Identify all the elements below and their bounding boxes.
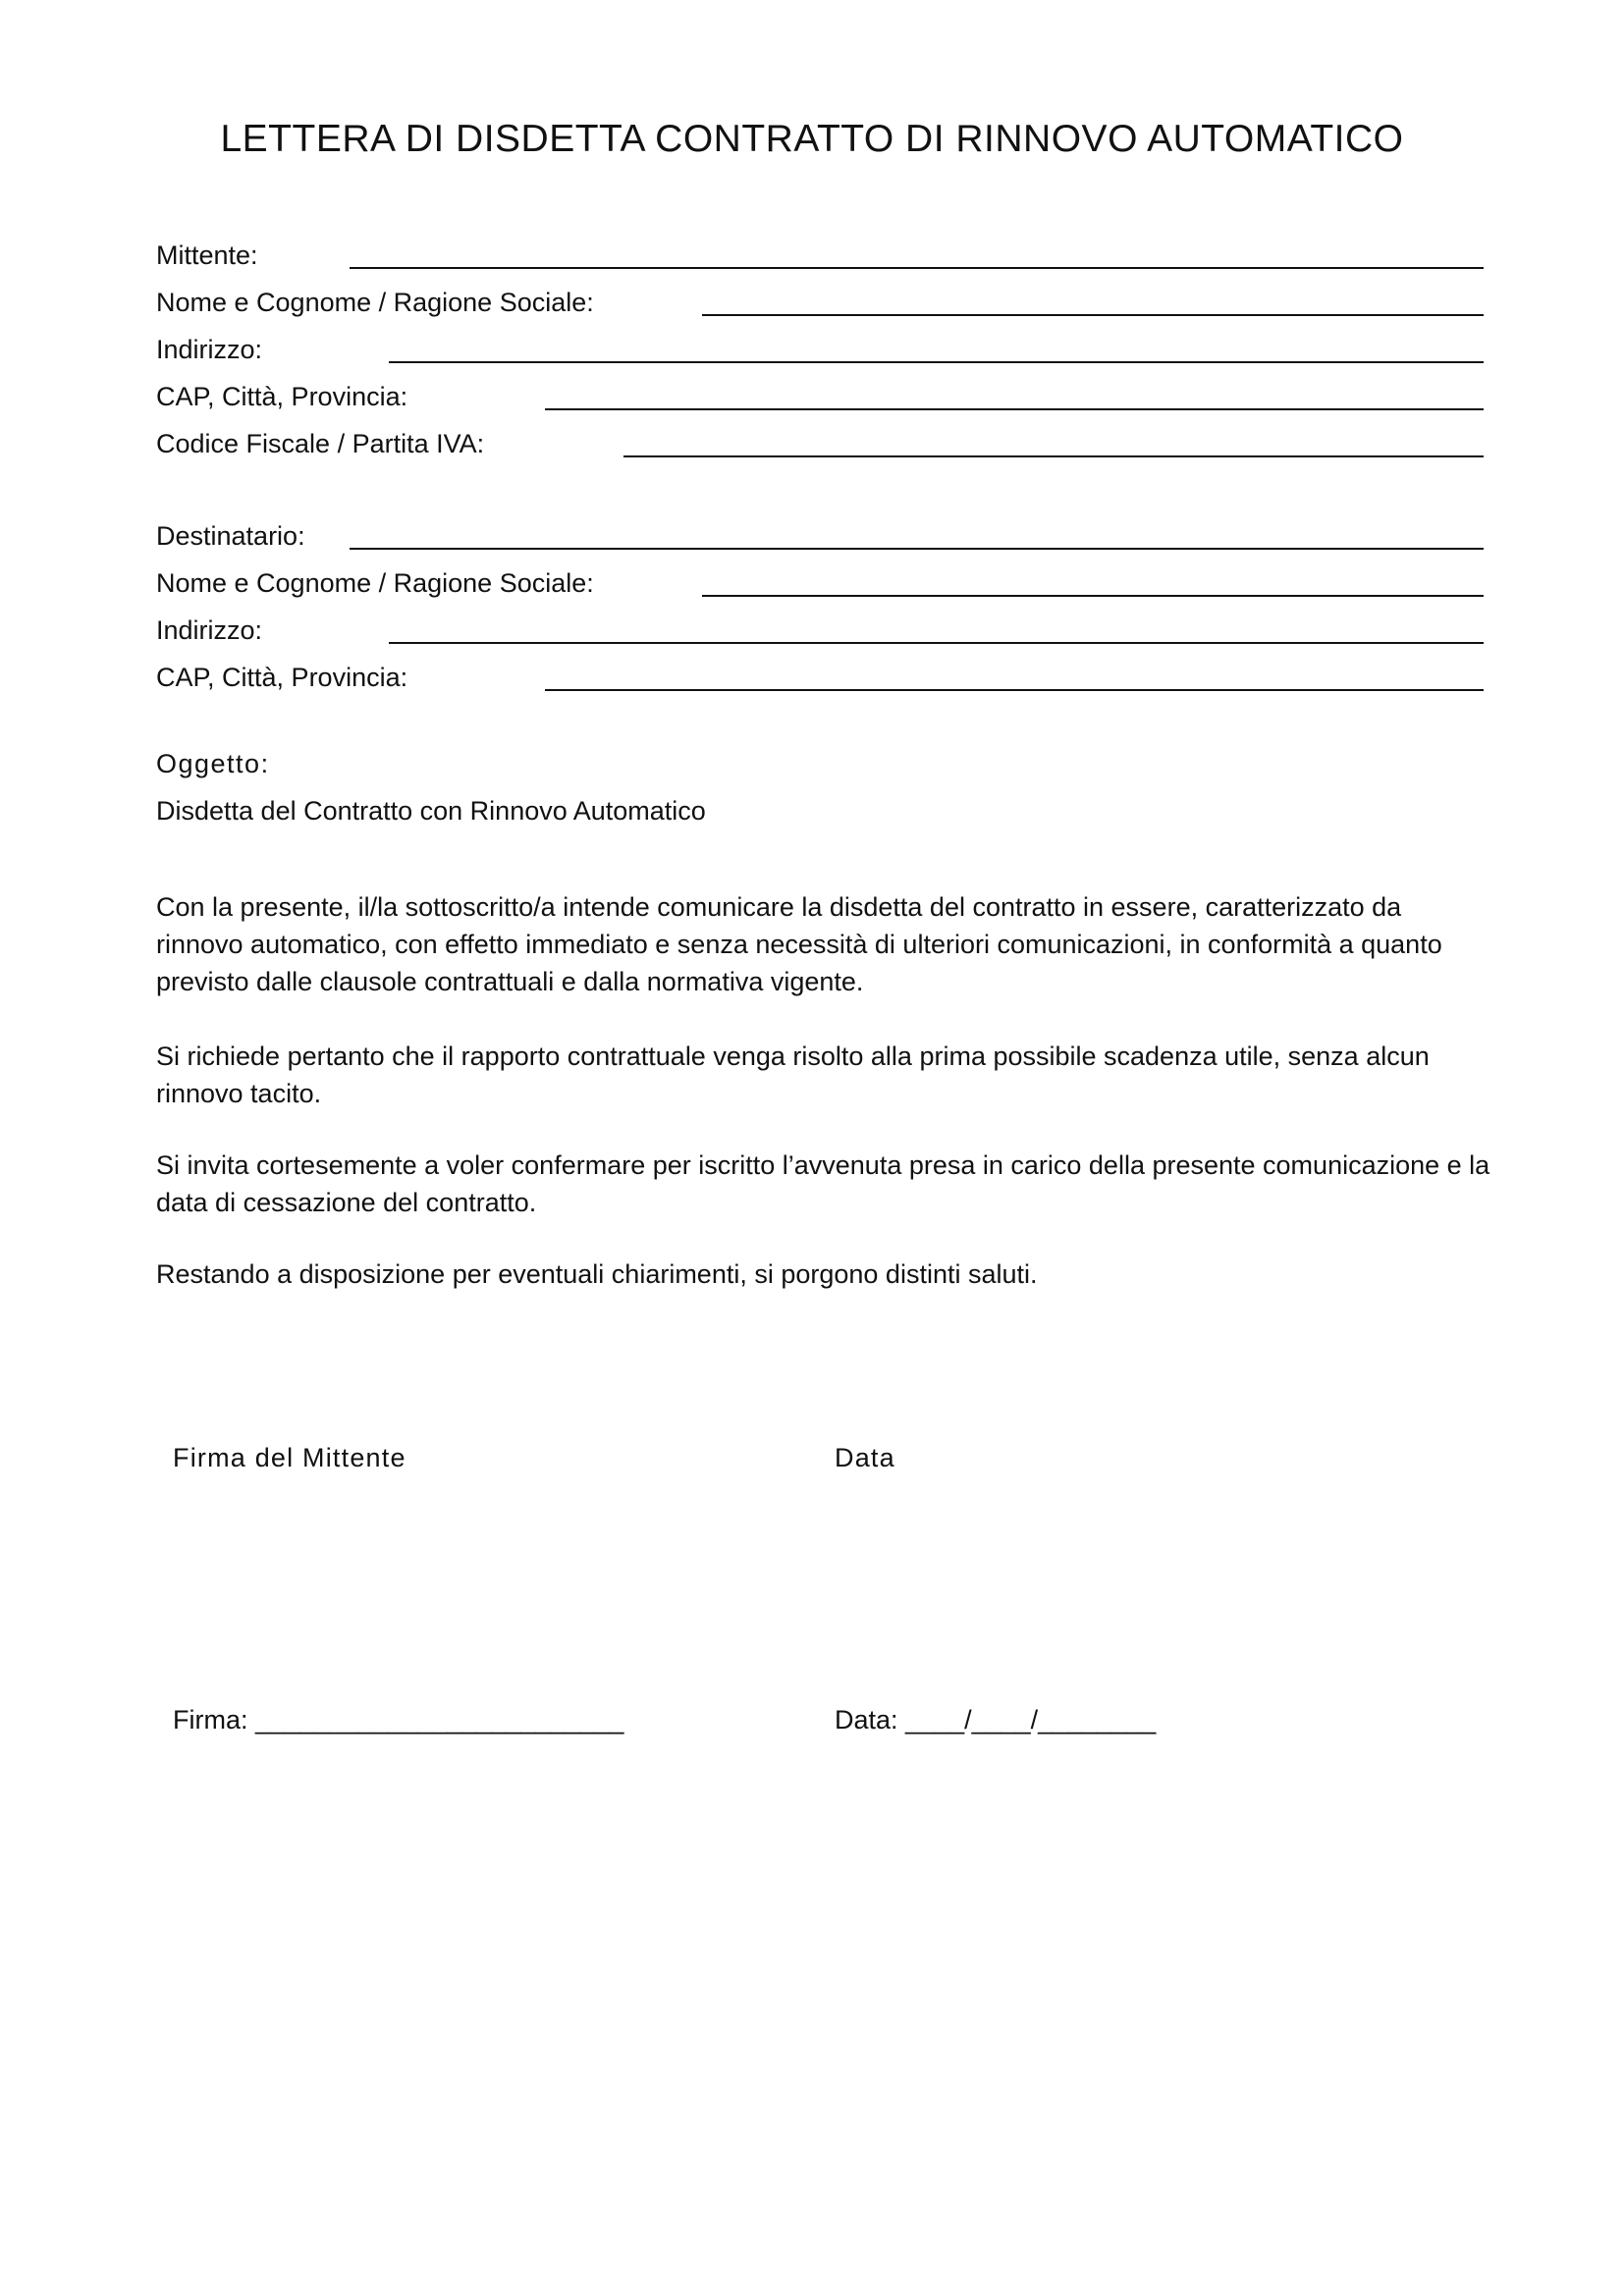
sender-city-field[interactable] bbox=[156, 377, 1484, 424]
body-paragraph-2: Si richiede pertanto che il rapporto contrattuale venga risolto alla prima possibile scadenza utile, senza alcun rinnovo tacito. bbox=[156, 1041, 1430, 1108]
sender-city-label: CAP, Città, Provincia: bbox=[156, 382, 408, 411]
recipient-name-field[interactable] bbox=[156, 563, 1484, 611]
recipient-city-fill-line[interactable] bbox=[545, 689, 1484, 691]
subject-label: Oggetto: bbox=[156, 749, 270, 778]
recipient-name-label: Nome e Cognome / Ragione Sociale: bbox=[156, 568, 594, 598]
sender-address-label: Indirizzo: bbox=[156, 335, 263, 364]
recipient-city-label: CAP, Città, Provincia: bbox=[156, 663, 408, 692]
recipient-field[interactable] bbox=[156, 516, 1484, 563]
sender-city-fill-line[interactable] bbox=[545, 408, 1484, 410]
recipient-address-fill-line[interactable] bbox=[389, 642, 1484, 644]
sender-name-label: Nome e Cognome / Ragione Sociale: bbox=[156, 288, 594, 317]
recipient-address-field[interactable] bbox=[156, 611, 1484, 658]
signature-heading: Firma del Mittente bbox=[173, 1443, 406, 1472]
sender-address-field[interactable] bbox=[156, 330, 1484, 377]
sender-field[interactable] bbox=[156, 236, 1484, 283]
signature-line[interactable]: Firma: _________________________ bbox=[173, 1705, 624, 1735]
sender-fill-line[interactable] bbox=[350, 267, 1484, 269]
body-paragraph-1: Con la presente, il/la sottoscritto/a intende comunicare la disdetta del contratto in essere, caratterizzato da rinnovo automatico, con effetto immediato e senza necessità di ulteriori comunicazioni, in conformità a quanto previsto dalle clausole contrattuali e dalla normativa vigente. bbox=[156, 892, 1442, 996]
recipient-fill-line[interactable] bbox=[350, 548, 1484, 550]
recipient-label: Destinatario: bbox=[156, 521, 305, 551]
sender-label: Mittente: bbox=[156, 240, 258, 270]
recipient-city-field[interactable] bbox=[156, 658, 1484, 705]
subject-value: Disdetta del Contratto con Rinnovo Automatico bbox=[156, 796, 706, 826]
sender-name-field[interactable] bbox=[156, 283, 1484, 330]
date-line[interactable]: Data: ____/____/________ bbox=[835, 1705, 1157, 1735]
sender-name-fill-line[interactable] bbox=[702, 314, 1484, 316]
recipient-name-fill-line[interactable] bbox=[702, 595, 1484, 597]
sender-tax-fill-line[interactable] bbox=[623, 455, 1484, 457]
sender-tax-label: Codice Fiscale / Partita IVA: bbox=[156, 429, 485, 458]
date-heading: Data bbox=[835, 1443, 895, 1472]
document-title: LETTERA DI DISDETTA CONTRATTO DI RINNOVO AUTOMATICO bbox=[220, 118, 1404, 160]
recipient-address-label: Indirizzo: bbox=[156, 615, 263, 645]
body-paragraph-4: Restando a disposizione per eventuali chiarimenti, si porgono distinti saluti. bbox=[156, 1259, 1038, 1289]
sender-tax-field[interactable] bbox=[156, 424, 1484, 471]
sender-address-fill-line[interactable] bbox=[389, 361, 1484, 363]
body-paragraph-3: Si invita cortesemente a voler confermare per iscritto l’avvenuta presa in carico della presente comunicazione e la data di cessazione del contratto. bbox=[156, 1150, 1490, 1217]
